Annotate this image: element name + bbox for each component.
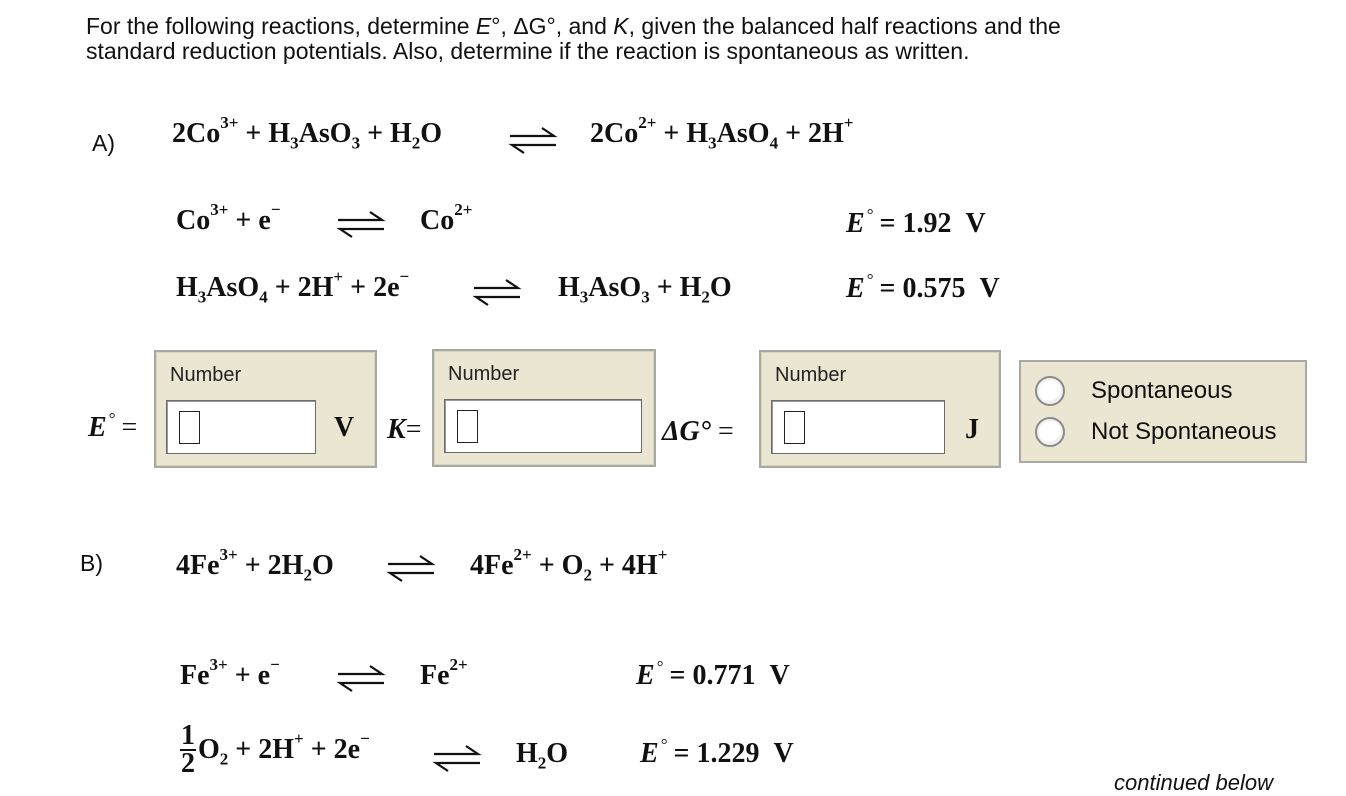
e-standard-unit: V — [334, 412, 355, 443]
equilibrium-arrow-icon — [472, 276, 522, 308]
part-a-overall-left: $2Co^{3+} + H_3AsO_3 + H_2O$ — [172, 112, 443, 153]
spontaneous-radio[interactable] — [1035, 376, 1065, 406]
equilibrium-arrow-icon — [336, 662, 386, 694]
part-b-overall-left: $4Fe^{3+} + 2H_2O$ — [176, 544, 334, 585]
k-number-label: Number — [448, 363, 520, 385]
text-cursor — [784, 411, 805, 444]
not-spontaneous-label: Not Spontaneous — [1091, 418, 1277, 445]
e-standard-answer-box — [154, 350, 377, 468]
text-cursor — [179, 411, 200, 444]
k-label: K= — [387, 414, 422, 445]
equilibrium-arrow-icon — [386, 552, 436, 584]
e-standard-number-label: Number — [170, 364, 242, 386]
part-b-half1-left: $Fe^{3+} + e^-$ — [180, 654, 280, 691]
part-b-half1-potential: E ° = 0.771 V — [636, 657, 790, 691]
part-a-label: A) — [92, 130, 115, 156]
e-standard-input[interactable] — [166, 400, 316, 454]
equilibrium-arrow-icon — [432, 742, 482, 774]
part-b-overall-right: $4Fe^{2+} + O_2 + 4H^+$ — [470, 544, 668, 585]
part-b-half1-right: $Fe^{2+}$ — [420, 654, 468, 691]
equilibrium-arrow-icon — [508, 124, 558, 156]
spontaneity-radio-group — [1019, 360, 1307, 463]
delta-g-number-label: Number — [775, 364, 847, 386]
text-cursor — [457, 410, 478, 443]
part-b-half2-potential: E ° = 1.229 V — [640, 735, 794, 769]
not-spontaneous-radio[interactable] — [1035, 417, 1065, 447]
delta-g-label: ΔG° = — [662, 416, 734, 447]
not-spontaneous-option[interactable] — [1035, 417, 1276, 447]
part-a-half2-potential: E ° = 0.575 V — [846, 270, 1000, 304]
part-a-half2-left: $H_3AsO_4 + 2H^+ + 2e^-$ — [176, 266, 410, 307]
k-answer-box — [432, 349, 656, 467]
delta-g-input[interactable] — [771, 400, 945, 454]
part-b-label: B) — [80, 550, 103, 576]
delta-g-answer-box — [759, 350, 1001, 468]
part-b-half2-right: $H_2O$ — [516, 738, 569, 773]
one-half-fraction: $\frac{1}{2}$ — [181, 720, 195, 779]
part-a-half1-left: $Co^{3+} + e^-$ — [176, 199, 281, 236]
part-a-half1-right: $Co^{2+}$ — [420, 199, 473, 236]
k-input[interactable] — [444, 399, 642, 453]
continued-below-note: continued below — [1114, 770, 1274, 795]
part-b-half2-left: $\frac{1}{2}$ $O_2 + 2H^+ + 2e^-$ — [181, 720, 370, 779]
question-prompt: For the following reactions, determine E°, ΔG°, and K, given the balanced half reactions and the standard reduction potentials. Also, determine if the reaction is spontaneous as written. — [86, 13, 1061, 64]
e-standard-label: E ° = — [88, 409, 138, 443]
spontaneous-option[interactable] — [1035, 376, 1232, 406]
delta-g-unit: J — [965, 414, 979, 445]
part-a-half2-right: $H_3AsO_3 + H_2O$ — [558, 272, 732, 307]
part-a-overall-right: $2Co^{2+} + H_3AsO_4 + 2H^+$ — [590, 112, 854, 153]
part-a-half1-potential: E ° = 1.92 V — [846, 205, 986, 239]
equilibrium-arrow-icon — [336, 208, 386, 240]
spontaneous-label: Spontaneous — [1091, 377, 1233, 404]
